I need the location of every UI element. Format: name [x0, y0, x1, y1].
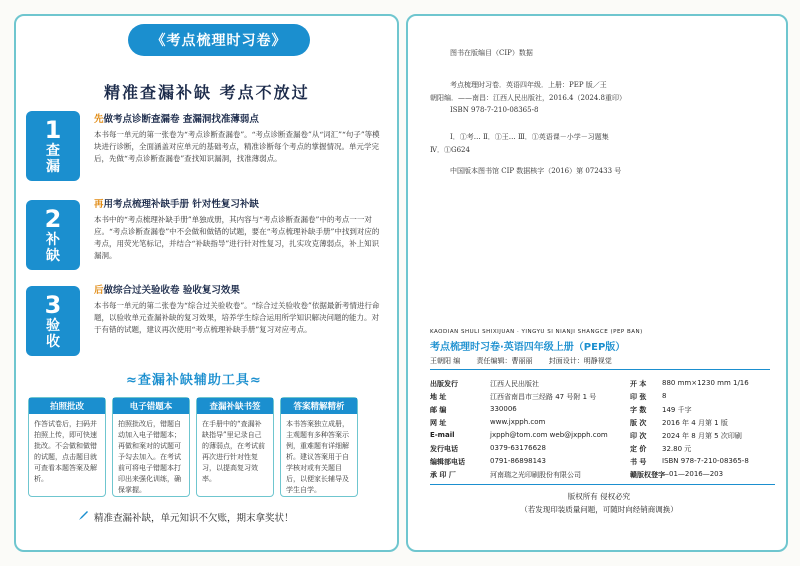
- imprint-key: 网 址: [430, 419, 447, 427]
- section-number-badge: [26, 286, 80, 356]
- imprint-value: 330006: [490, 405, 517, 413]
- imprint-row: [430, 470, 775, 483]
- section-number-badge: [26, 200, 80, 270]
- left-page: [14, 14, 399, 552]
- cip-heading: 图书在版编目（CIP）数据: [450, 49, 533, 57]
- section-body: [94, 111, 384, 165]
- imprint-key: 发行电话: [430, 445, 458, 453]
- divider: [430, 484, 775, 485]
- cip-classification: Ⅳ．①G624: [430, 146, 470, 154]
- imprint-key: 字 数: [630, 406, 647, 414]
- tool-card-title: 答案精解精析: [281, 398, 357, 414]
- cip-classification: Ⅰ．①考… Ⅱ．①王… Ⅲ．①英语课－小学－习题集: [450, 133, 609, 141]
- imprint-value: 8: [662, 392, 667, 400]
- section-fill-gaps: [26, 196, 386, 276]
- section-title-text: 用考点梳理补缺手册 针对性复习补缺: [103, 199, 259, 210]
- tool-card-text: 在手册中的“查漏补缺指导”里记录自己的薄弱点，在考试前再次进行针对性复习，以提高复习效率。: [202, 420, 265, 483]
- section-title-accent: 后: [94, 285, 104, 296]
- pencil-icon: [78, 509, 90, 521]
- section-text: 本书每一单元的第一张卷为“考点诊断查漏卷”。“考点诊断查漏卷”从“词汇”“句子”等模块进行诊断，全面涵盖对应单元的基础考点，精准诊断每个考点的掌握情况。单元学完后，先做“考点诊断查漏卷”查找知识漏洞，找准薄弱点。: [94, 130, 380, 163]
- imprint-row: [430, 444, 775, 457]
- imprint-key: 印 张: [630, 393, 647, 401]
- tool-card-answers: [280, 397, 358, 497]
- cip-line: 考点梳理时习卷．英语四年级．上册：PEP 版／王: [450, 81, 607, 89]
- tool-card-text: 拍照批改后，错题自动加入电子错题本；再做和案对的试题可予勾去加入。在考试前可将电子错题本打印出来强化训练，确保掌握。: [118, 420, 181, 494]
- section-title-accent: 先: [94, 114, 104, 125]
- section-word: 漏: [46, 159, 60, 175]
- imprint-value: 149 千字: [662, 406, 692, 414]
- book-title: 考点梳理时习卷·英语四年级上册（PEP版）: [430, 342, 626, 353]
- section-title: [94, 196, 384, 210]
- tool-card-text: 本书答案独立成册，主观题有多种答案示例，重难题有详细解析。建议答案用于自学核对或有关题目后，以便家长辅导及学生自学。: [286, 420, 349, 494]
- imprint-row: [430, 418, 775, 431]
- section-number: 2: [44, 205, 62, 233]
- section-body: [94, 282, 384, 336]
- imprint-key: 开 本: [630, 380, 647, 388]
- imprint-row: [430, 431, 775, 444]
- section-word: 缺: [46, 248, 60, 264]
- imprint-row: [430, 392, 775, 405]
- series-pinyin: KAODIAN SHULI SHIXIJUAN · YINGYU SI NIANJI SHANGCE (PEP BAN): [430, 329, 643, 335]
- section-text: 本书中的“考点梳理补缺手册”单独成册，其内容与“考点诊断查漏卷”中的考点一一对应。“考点诊断查漏卷”中不会做和做错的试题，要在“考点梳理补缺手册”中找到对应的考点，用荧光笔标记，并结合“补缺指导”进行针对性复习，扎实攻克薄弱点，补上知识漏洞。: [94, 215, 380, 260]
- section-body: [94, 196, 384, 262]
- tool-card-photo-grading: [28, 397, 106, 497]
- imprint-value: 0791-86898143: [490, 457, 546, 465]
- section-title-accent: 再: [94, 199, 104, 210]
- imprint-value: 江西省南昌市三经路 47 号附 1 号: [490, 393, 597, 401]
- section-title-text: 做考点诊断查漏卷 查漏洞找准薄弱点: [103, 114, 259, 125]
- imprint-row: [430, 457, 775, 470]
- tools-heading: ≈查漏补缺辅助工具≈: [126, 373, 262, 388]
- section-title: [94, 111, 384, 125]
- imprint-row: [430, 379, 775, 392]
- tool-card-error-book: [112, 397, 190, 497]
- imprint-value: jxpph@tom.com web@jxpph.com: [490, 431, 608, 439]
- section-title-text: 做综合过关验收卷 验收复习效果: [103, 285, 240, 296]
- imprint-key: E-mail: [430, 431, 455, 439]
- responsible-editor: 责任编辑：曹丽丽: [476, 357, 533, 365]
- tool-card-bookmark: [196, 397, 274, 497]
- section-number: 3: [44, 291, 62, 319]
- tool-card-title: 拍照批改: [29, 398, 105, 414]
- imprint-row: [430, 405, 775, 418]
- slogan: 精准查漏补缺，单元知识不欠账，期末拿奖状！: [94, 513, 294, 524]
- cip-record-number: 中国版本图书馆 CIP 数据核字（2016）第 072433 号: [450, 167, 622, 175]
- section-number: 1: [44, 116, 62, 144]
- imprint-value: 河南瑞之光印刷股份有限公司: [490, 471, 581, 479]
- section-text: 本书每一单元的第二张卷为“综合过关验收卷”。“综合过关验收卷”依据最新考情进行命题，以验收单元查漏补缺的复习效果，培养学生综合运用所学知识解决问题的能力。对于有错的试题，建议再次使用“考点梳理补缺手册”复习对应考点。: [94, 301, 380, 334]
- imprint-key: 承 印 厂: [430, 471, 456, 479]
- editor-credit: 王朝阳 编: [430, 357, 461, 365]
- imprint-key: 定 价: [630, 445, 647, 453]
- imprint-key: 赣版权登字: [630, 471, 665, 479]
- section-acceptance: [26, 282, 386, 362]
- imprint-value: 880 mm×1230 mm 1/16: [662, 379, 749, 387]
- staff-line: [430, 356, 770, 370]
- section-title: [94, 282, 384, 296]
- cover-designer: 封面设计：明静视觉: [548, 357, 612, 365]
- tool-card-text: 作答试卷后，扫码并拍照上传，即可快速批改。不会做和做错的试题，点击题目就可查看本题答案及解析。: [34, 420, 97, 483]
- cip-isbn: ISBN 978-7-210-08365-8: [450, 106, 539, 114]
- imprint-value: 江西人民出版社: [490, 380, 539, 388]
- series-banner: 《考点梳理时习卷》: [128, 24, 310, 56]
- section-number-badge: [26, 111, 80, 181]
- imprint-value: —01—2016—203: [662, 470, 724, 478]
- imprint-value: 2016 年 4 月第 1 版: [662, 419, 728, 427]
- imprint-value: 2024 年 8 月第 5 次印刷: [662, 432, 742, 440]
- imprint-key: 版 次: [630, 419, 647, 427]
- section-word: 补: [46, 232, 60, 248]
- imprint-key: 编辑部电话: [430, 458, 465, 466]
- copyright-notice: 版权所有 侵权必究: [567, 492, 631, 501]
- cip-line: 朝阳编．——南昌：江西人民出版社，2016.4（2024.8重印）: [430, 94, 626, 102]
- section-check-gaps: [26, 111, 386, 191]
- imprint-key: 印 次: [630, 432, 647, 440]
- imprint-value: 0379-63176628: [490, 444, 546, 452]
- right-page: [406, 14, 788, 552]
- quality-notice: （若发现印装质量问题，可随时向经销商调换）: [520, 505, 678, 514]
- section-word: 验: [46, 318, 60, 334]
- imprint-key: 邮 编: [430, 406, 447, 414]
- imprint-value: ISBN 978-7-210-08365-8: [662, 457, 749, 465]
- imprint-key: 地 址: [430, 393, 447, 401]
- imprint-key: 书 号: [630, 458, 647, 466]
- imprint-value: www.jxpph.com: [490, 418, 546, 426]
- page-headline: 精准查漏补缺 考点不放过: [104, 83, 310, 102]
- imprint-value: 32.80 元: [662, 445, 692, 453]
- imprint-key: 出版发行: [430, 380, 458, 388]
- tool-card-title: 电子错题本: [113, 398, 189, 414]
- section-word: 收: [46, 334, 60, 350]
- tool-card-title: 查漏补缺书签: [197, 398, 273, 414]
- section-word: 查: [46, 143, 60, 159]
